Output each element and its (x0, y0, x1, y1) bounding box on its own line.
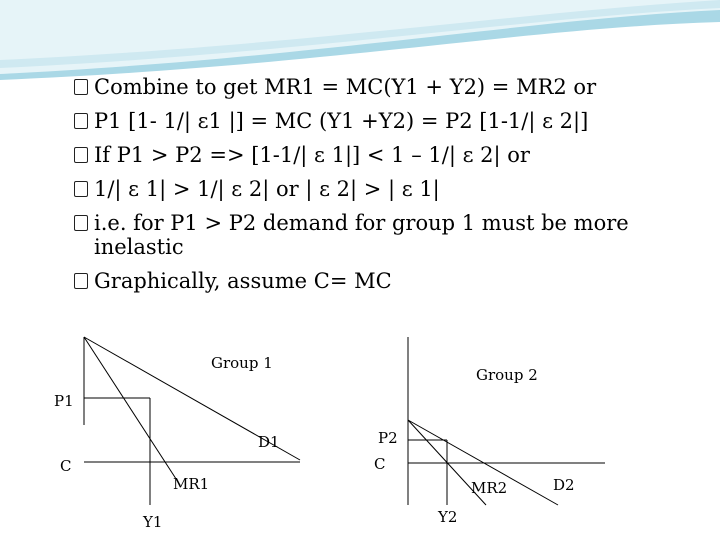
bullet-box-icon (74, 273, 88, 289)
group2-title: Group 2 (476, 366, 538, 384)
bullet-item: Graphically, assume C= MC (74, 270, 704, 294)
group1-quantity-label: Y1 (143, 513, 163, 531)
bullet-item: 1/| ε 1| > 1/| ε 2| or | ε 2| > | ε 1| (74, 178, 704, 202)
group2-price-label: P2 (378, 429, 398, 447)
group2-quantity-label: Y2 (438, 508, 458, 526)
bullet-item: P1 [1- 1/| ε1 |] = MC (Y1 +Y2) = P2 [1-1/| ε 2|] (74, 110, 704, 134)
group1-mr-line (84, 337, 180, 485)
bullet-box-icon (74, 181, 88, 197)
group1-title: Group 1 (211, 354, 273, 372)
price-discrimination-diagram (0, 330, 720, 540)
group1-mr-label: MR1 (173, 475, 210, 493)
bullet-box-icon (74, 147, 88, 163)
bullet-box-icon (74, 113, 88, 129)
bullet-list (74, 76, 704, 304)
bullet-item: Combine to get MR1 = MC(Y1 + Y2) = MR2 or (74, 76, 704, 100)
group2-cost-label: C (374, 455, 386, 473)
group2-demand-label: D2 (553, 476, 575, 494)
bullet-box-icon (74, 79, 88, 95)
group1-cost-label: C (60, 457, 72, 475)
group2-mr-label: MR2 (471, 479, 508, 497)
group1-demand-label: D1 (258, 433, 280, 451)
group1-price-label: P1 (54, 392, 74, 410)
bullet-box-icon (74, 215, 88, 231)
bullet-item: i.e. for P1 > P2 demand for group 1 must be more inelastic (74, 212, 704, 259)
bullet-item: If P1 > P2 => [1-1/| ε 1|] < 1 – 1/| ε 2| or (74, 144, 704, 168)
